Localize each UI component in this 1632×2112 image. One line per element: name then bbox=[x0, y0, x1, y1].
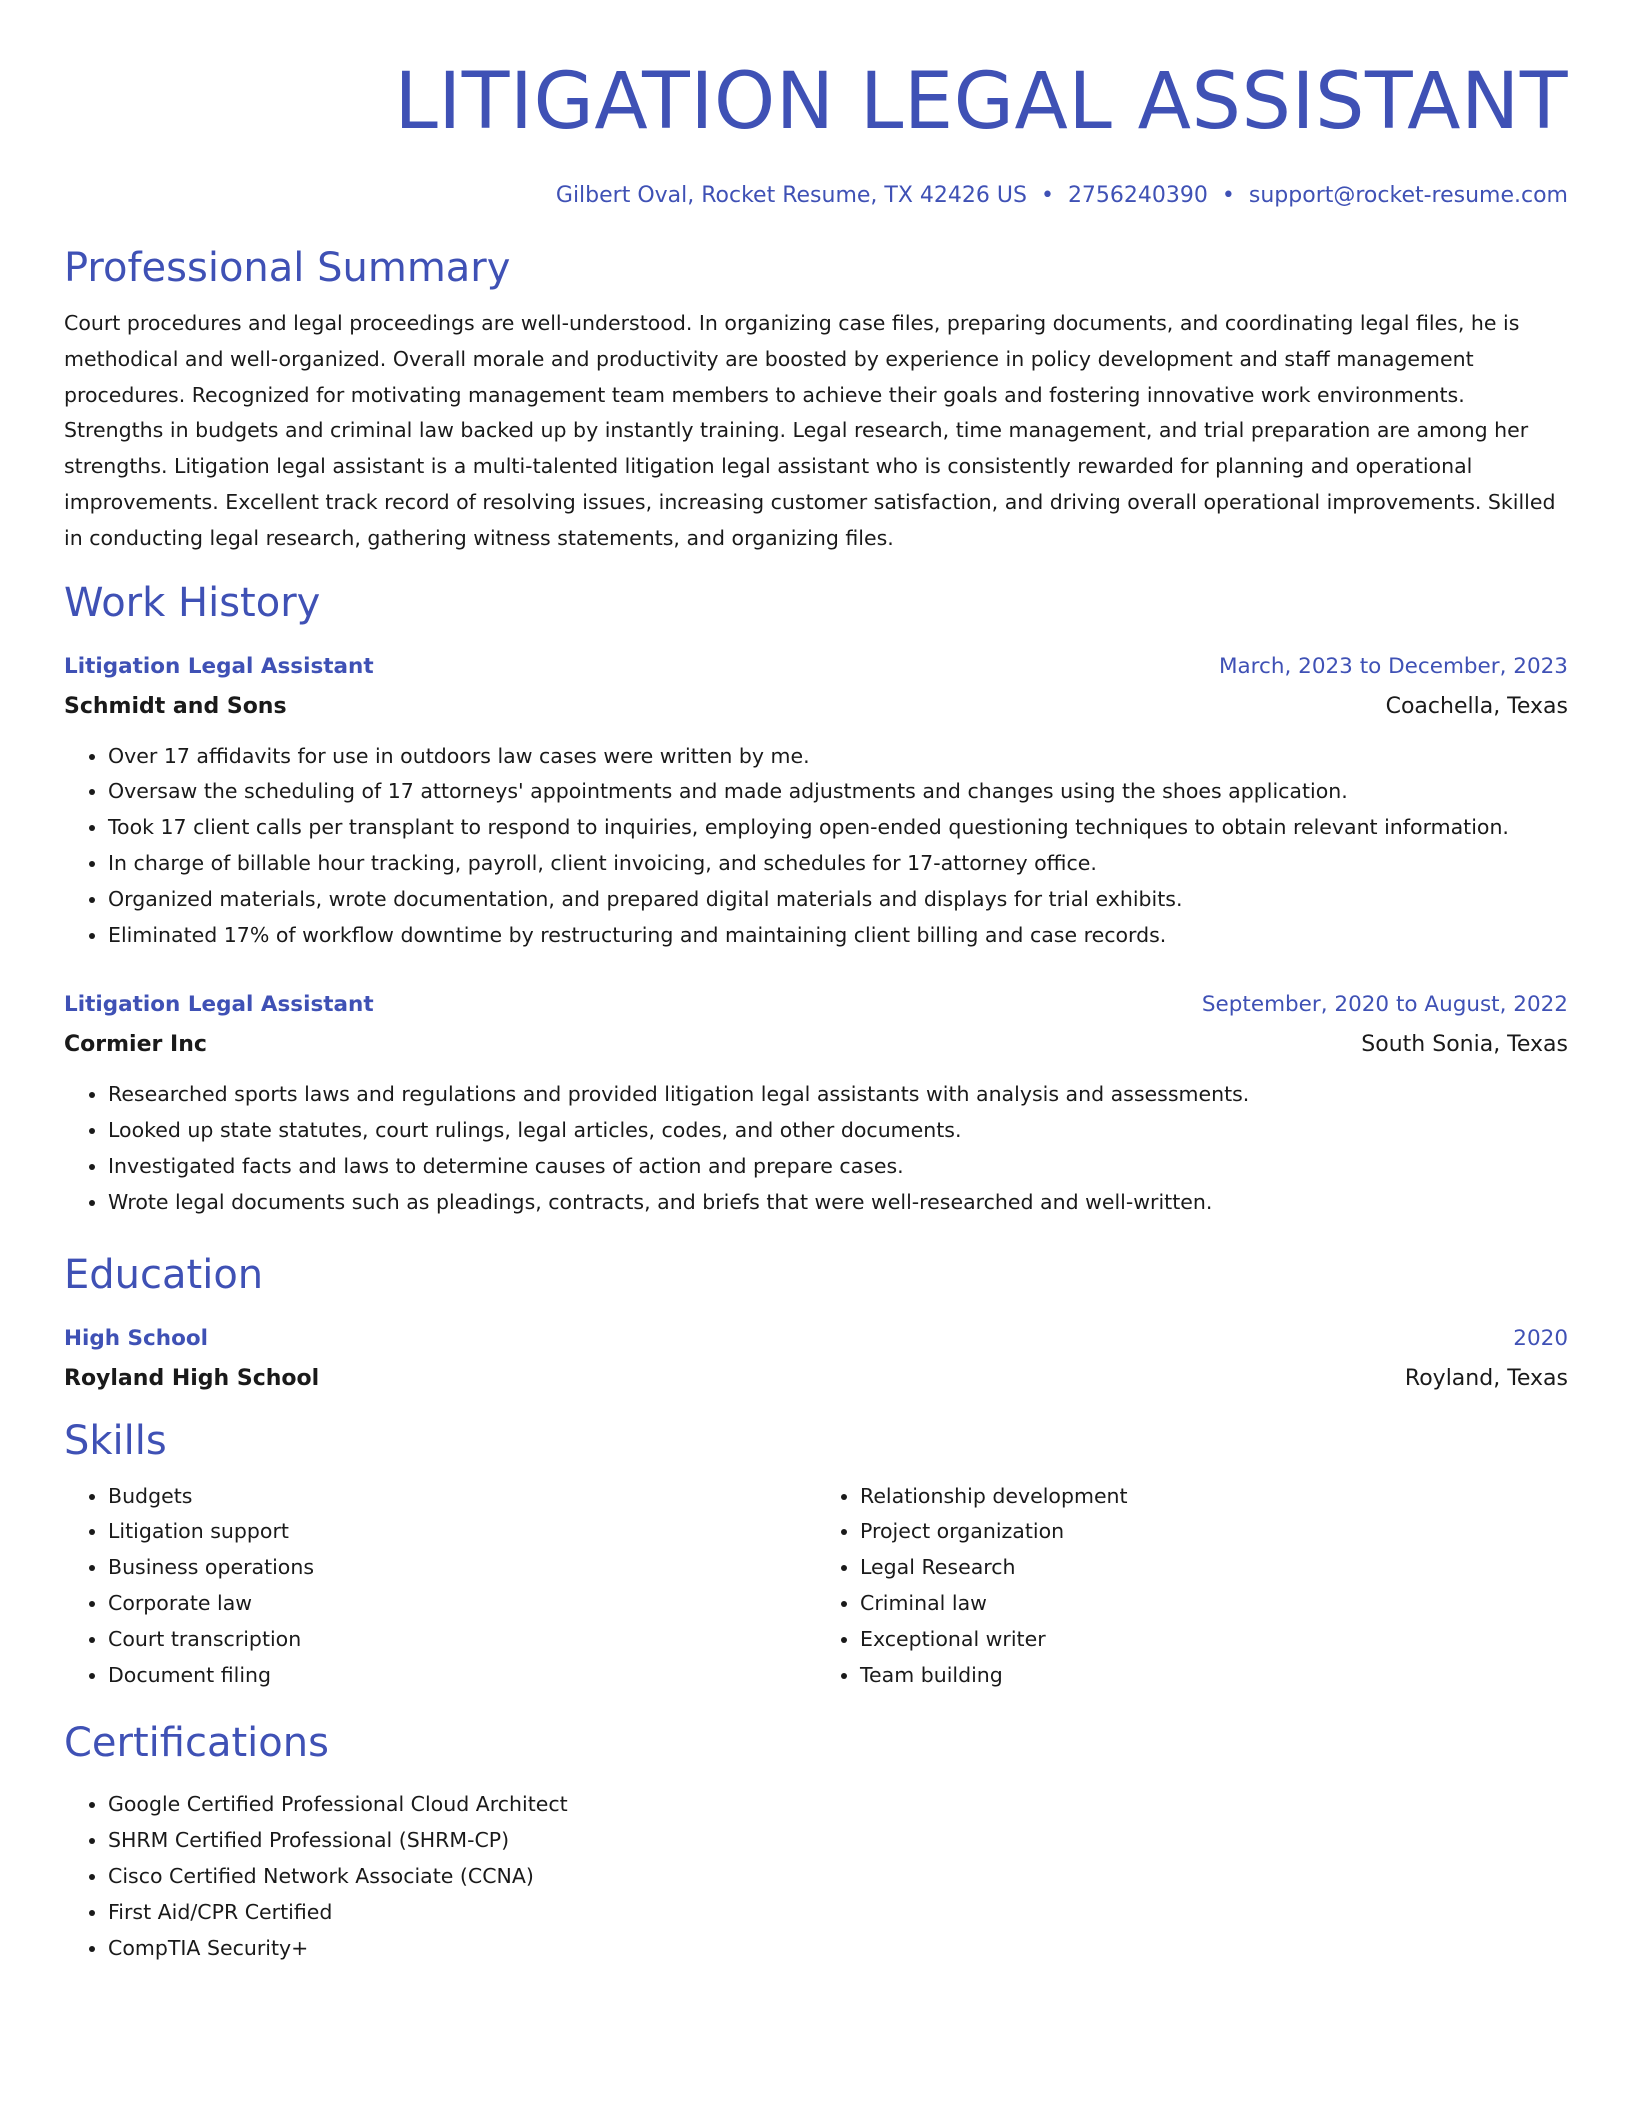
skill-item: • Criminal law bbox=[860, 1586, 1568, 1622]
section-title-work: Work History bbox=[64, 579, 321, 626]
certification-item: • Cisco Certified Network Associate (CCNA) bbox=[108, 1859, 1568, 1895]
education-school: Royland High School bbox=[64, 1365, 320, 1391]
skills-list-right bbox=[816, 1479, 1568, 1694]
skills-columns bbox=[64, 1479, 1568, 1694]
education-subheader bbox=[64, 1361, 1568, 1397]
education-location: Royland, Texas bbox=[1404, 1365, 1568, 1391]
skill-item: • Legal Research bbox=[860, 1550, 1568, 1586]
skill-item: • Team building bbox=[860, 1658, 1568, 1694]
job-header bbox=[64, 987, 1568, 1023]
list-item: • Organized materials, wrote documentation, and prepared digital materials and displays for trial exhibits. bbox=[108, 882, 1568, 918]
job-location: South Sonia, Texas bbox=[1361, 1032, 1568, 1058]
job-dates: September, 2020 to August, 2022 bbox=[1201, 992, 1568, 1018]
job-dates: March, 2023 to December, 2023 bbox=[1218, 653, 1568, 679]
certification-item: • SHRM Certified Professional (SHRM-CP) bbox=[108, 1823, 1568, 1859]
certification-item: • CompTIA Security+ bbox=[108, 1931, 1568, 1967]
job-location: Coachella, Texas bbox=[1385, 693, 1568, 719]
list-item: • Oversaw the scheduling of 17 attorneys' appointments and made adjustments and changes using the shoes application. bbox=[108, 774, 1568, 810]
job-company: Cormier Inc bbox=[64, 1032, 207, 1058]
job-position: Litigation Legal Assistant bbox=[64, 653, 374, 679]
skill-item: • Document filing bbox=[108, 1658, 816, 1694]
section-title-education: Education bbox=[64, 1251, 264, 1298]
skill-item: • Corporate law bbox=[108, 1586, 816, 1622]
section-title-certifications: Certifications bbox=[64, 1720, 329, 1767]
contact-separator: • bbox=[1221, 183, 1235, 208]
job-company: Schmidt and Sons bbox=[64, 693, 287, 719]
skill-item: • Relationship development bbox=[860, 1479, 1568, 1515]
contact-phone: 2756240390 bbox=[1067, 183, 1208, 208]
certification-item: • Google Certified Professional Cloud Architect bbox=[108, 1787, 1568, 1823]
skill-item: • Project organization bbox=[860, 1514, 1568, 1550]
contact-separator: • bbox=[1040, 183, 1054, 208]
list-item: • Wrote legal documents such as pleadings, contracts, and briefs that were well-researched and well-written. bbox=[108, 1185, 1568, 1221]
resume-title: LITIGATION LEGAL ASSISTANT bbox=[394, 57, 1568, 147]
job-entry bbox=[64, 987, 1568, 1220]
job-entry bbox=[64, 649, 1568, 954]
list-item: • Eliminated 17% of workflow downtime by restructuring and maintaining client billing and case records. bbox=[108, 918, 1568, 954]
contact-line bbox=[64, 180, 1568, 212]
job-position: Litigation Legal Assistant bbox=[64, 992, 374, 1018]
skill-item: • Litigation support bbox=[108, 1514, 816, 1550]
contact-email: support@rocket-resume.com bbox=[1248, 183, 1568, 208]
job-subheader bbox=[64, 689, 1568, 725]
list-item: • Investigated facts and laws to determine causes of action and prepare cases. bbox=[108, 1149, 1568, 1185]
certifications-list bbox=[64, 1787, 1568, 1966]
list-item: • Researched sports laws and regulations and provided litigation legal assistants with analysis and assessments. bbox=[108, 1077, 1568, 1113]
contact-address: Gilbert Oval, Rocket Resume, TX 42426 US bbox=[555, 183, 1027, 208]
summary-text: Court procedures and legal proceedings are well-understood. In organizing case files, preparing documents, and coordinating legal files, he is methodical and well-organized. Overall morale and productivity are boosted by experience in policy development and staff management procedures. Recognized for motivating management team members to achieve their goals and fostering innovative work environments. Strengths in budgets and criminal law backed up by instantly training. Legal research, time management, and trial preparation are among her strengths. Litigation legal assistant is a multi-talented litigation legal assistant who is consistently rewarded for planning and operational improvements. Excellent track record of resolving issues, increasing customer satisfaction, and driving overall operational improvements. Skilled in conducting legal research, gathering witness statements, and organizing files. bbox=[64, 311, 1556, 550]
list-item: • Looked up state statutes, court rulings, legal articles, codes, and other documents. bbox=[108, 1113, 1568, 1149]
certification-item: • First Aid/CPR Certified bbox=[108, 1895, 1568, 1931]
job-subheader bbox=[64, 1027, 1568, 1063]
list-item: • In charge of billable hour tracking, payroll, client invoicing, and schedules for 17-attorney office. bbox=[108, 846, 1568, 882]
job-header bbox=[64, 649, 1568, 685]
education-header bbox=[64, 1321, 1568, 1357]
education-degree: High School bbox=[64, 1325, 208, 1351]
list-item: • Over 17 affidavits for use in outdoors law cases were written by me. bbox=[108, 739, 1568, 775]
skill-item: • Exceptional writer bbox=[860, 1622, 1568, 1658]
job-bullets bbox=[64, 739, 1568, 954]
education-year: 2020 bbox=[1513, 1325, 1568, 1351]
section-title-summary: Professional Summary bbox=[64, 245, 511, 291]
skills-list-left bbox=[64, 1479, 816, 1694]
education-entry bbox=[64, 1321, 1568, 1397]
job-bullets bbox=[64, 1077, 1568, 1220]
skill-item: • Business operations bbox=[108, 1550, 816, 1586]
skill-item: • Court transcription bbox=[108, 1622, 816, 1658]
list-item: • Took 17 client calls per transplant to respond to inquiries, employing open-ended questioning techniques to obtain relevant information. bbox=[108, 810, 1568, 846]
section-title-skills: Skills bbox=[64, 1417, 167, 1464]
skill-item: • Budgets bbox=[108, 1479, 816, 1515]
